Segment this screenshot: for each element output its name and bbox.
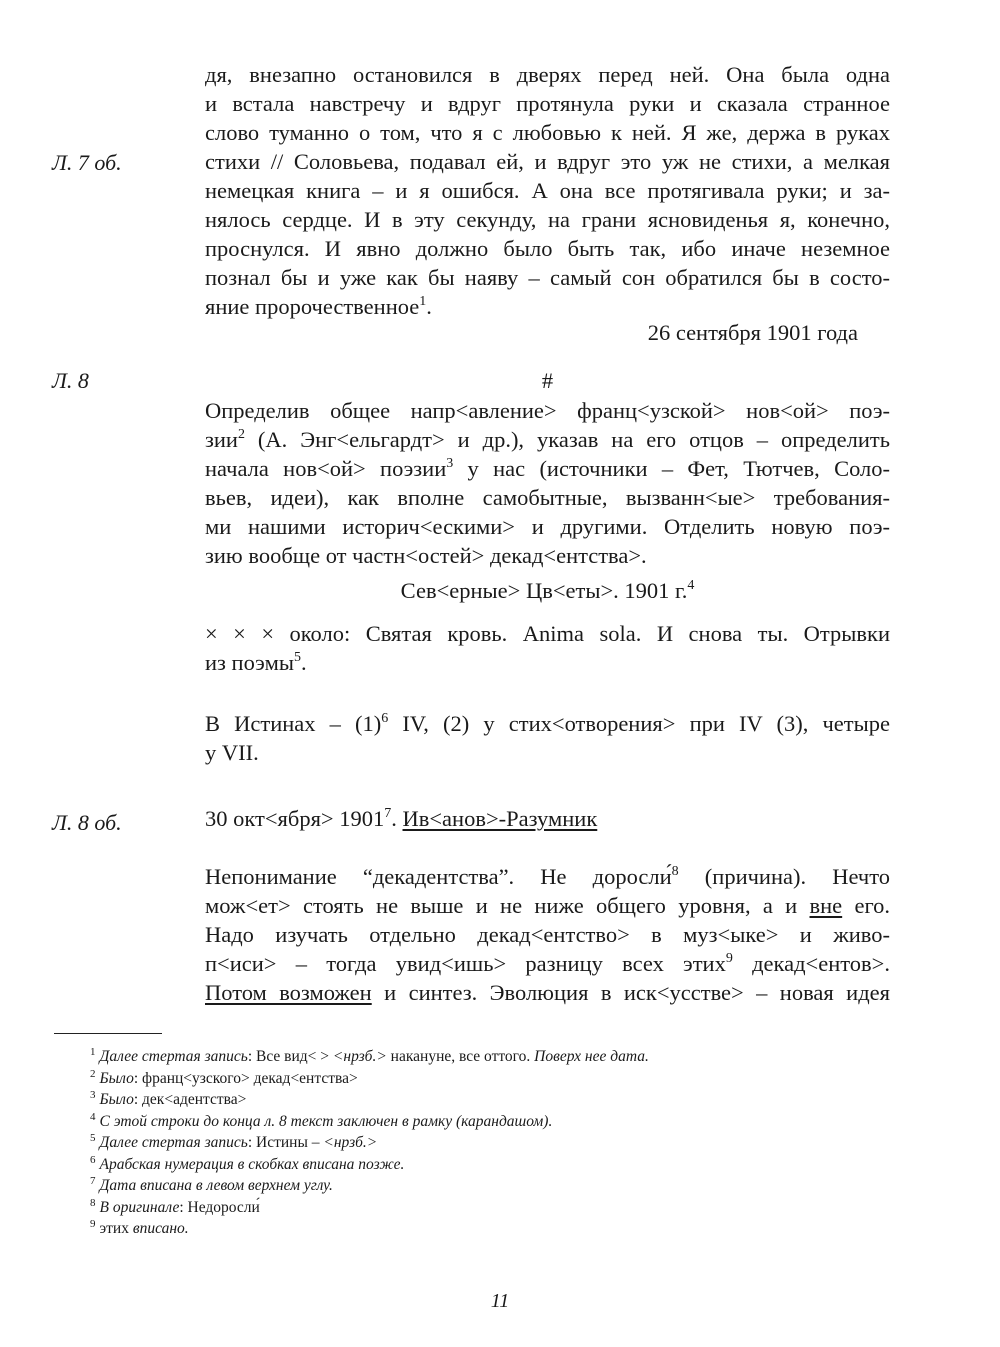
- footnote-text: : франц<узского> декад<ентства>: [133, 1069, 358, 1087]
- text-line: зию вообще от частн<остей> декад<ентства>.: [205, 543, 647, 568]
- footnote-text: Далее стертая запись: [99, 1134, 248, 1151]
- paragraph-istiny: [205, 709, 890, 767]
- footnote-ref: 3: [446, 456, 454, 471]
- text-fragment: яние пророчественное: [205, 294, 420, 319]
- footnote-text: Далее стертая запись: [99, 1048, 248, 1065]
- text-fragment: IV, (2) у стих<отворения> при IV (3), четыре: [388, 711, 890, 736]
- text-line: [205, 425, 890, 454]
- footnote-text: вписано.: [132, 1220, 189, 1237]
- footnote-text: С этой строки до конца л. 8 текст заключен в рамку (карандашом).: [99, 1112, 553, 1130]
- text-fragment: декад<ентов>.: [732, 951, 890, 976]
- footnote-ref: 5: [293, 650, 301, 665]
- footnote-item: [90, 1154, 850, 1176]
- text-line: [205, 891, 890, 920]
- underlined-phrase: Потом возможен: [205, 980, 372, 1005]
- footnote-ref: 2: [237, 427, 245, 442]
- footnote-text: <нрзб.>: [332, 1048, 387, 1065]
- text-line: проснулся. И явно должно было быть так, ибо иначе неземное: [205, 236, 890, 261]
- text-line: нялось сердце. И в эту секунду, на грани ясновиденья я, конечно,: [205, 207, 890, 232]
- footnote-divider: [54, 1033, 162, 1034]
- margin-ref-l8: Л. 8: [52, 368, 89, 393]
- text-fragment: п<иси> – тогда увид<ишь> разницу всех этих: [205, 951, 726, 976]
- text-fragment: 30 окт<ября> 1901: [205, 806, 385, 831]
- text-line: [205, 454, 890, 483]
- footnote-text: Было: [99, 1091, 134, 1108]
- underlined-name: Ив<анов>-Разумник: [402, 806, 598, 831]
- footnote-text: <нрзб.>: [323, 1134, 378, 1151]
- paragraph-poetry: [205, 396, 890, 570]
- text-line: познал бы и уже как бы наяву – самый сон обратился бы в состо-: [205, 265, 890, 290]
- footnote-number: 5: [90, 1132, 96, 1144]
- text-line: Надо изучать отдельно декад<ентство> в муз<ыке> и живо-: [205, 922, 890, 947]
- text-fragment: .: [300, 650, 307, 675]
- footnote-number: 2: [90, 1067, 96, 1080]
- page-number: 11: [490, 1290, 510, 1312]
- text-line: вьев, идеи), как вполне самобытные, вызванн<ые> требования-: [205, 485, 890, 510]
- text-fragment: (А. Энг<ельгардт> и др.), указав на его отцов – определить: [244, 427, 890, 452]
- entry-date: 26 сентября 1901 года: [647, 320, 858, 345]
- footnote-ref: 1: [419, 294, 427, 309]
- text-fragment: .: [426, 294, 432, 319]
- footnote-number: 9: [90, 1218, 96, 1230]
- footnotes: [90, 1046, 850, 1240]
- text-line: × × × около: Святая кровь. Anima sola. И снова ты. Отрывки: [205, 621, 890, 646]
- footnote-text: этих: [99, 1220, 133, 1237]
- text-line: [205, 978, 890, 1007]
- footnote-item: [90, 1175, 850, 1197]
- footnote-text: Арабская нумерация в скобках вписана позже.: [99, 1155, 405, 1173]
- margin-ref-l8ob: Л. 8 об.: [52, 810, 122, 835]
- footnote-number: 8: [90, 1196, 96, 1209]
- underlined-word: вне: [809, 893, 843, 918]
- footnote-item: [90, 1046, 850, 1068]
- text-line: слово туманно о том, что я с любовью к ней. Я же, держа в руках: [205, 120, 890, 145]
- entry-header: [205, 804, 890, 833]
- text-line: [205, 804, 890, 833]
- footnote-item: [90, 1111, 850, 1133]
- footnote-number: 1: [90, 1046, 96, 1058]
- text-fragment: Непонимание “декадентства”. Не доросли́: [205, 864, 672, 889]
- text-line: ми нашими историч<ескими> и другими. Отделить новую поэ-: [205, 514, 890, 539]
- text-line: [205, 648, 890, 677]
- footnote-number: 4: [90, 1110, 96, 1123]
- text-fragment: зии: [205, 427, 238, 452]
- footnote-text: Было: [99, 1069, 134, 1087]
- footnote-item: [90, 1218, 850, 1240]
- text-fragment: .: [391, 806, 403, 831]
- footnote-text: Поверх нее дата.: [534, 1048, 649, 1065]
- text-fragment: мож<ет> стоять не выше и не ниже общего уровня, а и: [205, 893, 810, 918]
- text-line: [205, 292, 890, 321]
- footnote-ref: 4: [687, 578, 695, 593]
- footnote-number: 3: [90, 1089, 96, 1101]
- footnote-text: : Все вид< >: [247, 1048, 333, 1065]
- footnote-item: [90, 1197, 850, 1219]
- text-fragment: и синтез. Эволюция в иск<усстве> – новая идея: [371, 980, 890, 1005]
- footnote-item: [90, 1132, 850, 1154]
- paragraph-dream: [205, 60, 890, 321]
- footnote-text: : дек<адентства>: [133, 1091, 247, 1108]
- text-fragment: у нас (источники – Фет, Тютчев, Соло-: [453, 456, 891, 481]
- footnote-text: : Недоросли́: [179, 1198, 260, 1216]
- text-fragment: (причина). Нечто: [678, 864, 891, 889]
- text-fragment: начала нов<ой> поэзии: [205, 456, 447, 481]
- text-fragment: В Истинах – (1): [205, 711, 382, 736]
- footnote-item: [90, 1068, 850, 1090]
- text-line: [205, 862, 890, 891]
- text-fragment: Сев<ерные> Цв<еты>. 1901 г.: [400, 578, 688, 603]
- footnote-text: : Истины –: [247, 1134, 324, 1151]
- footnote-ref: 9: [725, 951, 733, 966]
- footnote-number: 6: [90, 1153, 96, 1166]
- paragraph-decadence: [205, 862, 890, 1007]
- section-separator: #: [541, 368, 554, 393]
- centered-heading: [205, 576, 890, 605]
- text-fragment: из поэмы: [205, 650, 294, 675]
- margin-ref-l7ob: Л. 7 об.: [52, 150, 122, 175]
- text-line: Определив общее напр<авление> франц<узской> нов<ой> поэ-: [205, 398, 890, 423]
- text-line: и встала навстречу и вдруг протянула руки и сказала странное: [205, 91, 890, 116]
- paragraph-poems: [205, 619, 890, 677]
- footnote-text: В оригинале: [99, 1198, 180, 1216]
- footnote-number: 7: [90, 1175, 96, 1187]
- text-line: дя, внезапно остановился в дверях перед ней. Она была одна: [205, 62, 890, 87]
- text-line: немецкая книга – и я ошибся. А она все протягивала руки; и за-: [205, 178, 890, 203]
- footnote-ref: 8: [671, 864, 679, 879]
- footnote-ref: 6: [381, 711, 389, 726]
- text-line: [205, 949, 890, 978]
- footnote-ref: 7: [384, 806, 392, 821]
- text-line: у VII.: [205, 740, 259, 765]
- footnote-text: Дата вписана в левом верхнем углу.: [99, 1177, 333, 1194]
- text-line: стихи // Соловьева, подавал ей, и вдруг это уж не стихи, а мелкая: [205, 149, 890, 174]
- footnote-text: накануне, все оттого.: [386, 1048, 535, 1065]
- text-line: [205, 709, 890, 738]
- text-fragment: его.: [842, 893, 890, 918]
- footnote-item: [90, 1089, 850, 1111]
